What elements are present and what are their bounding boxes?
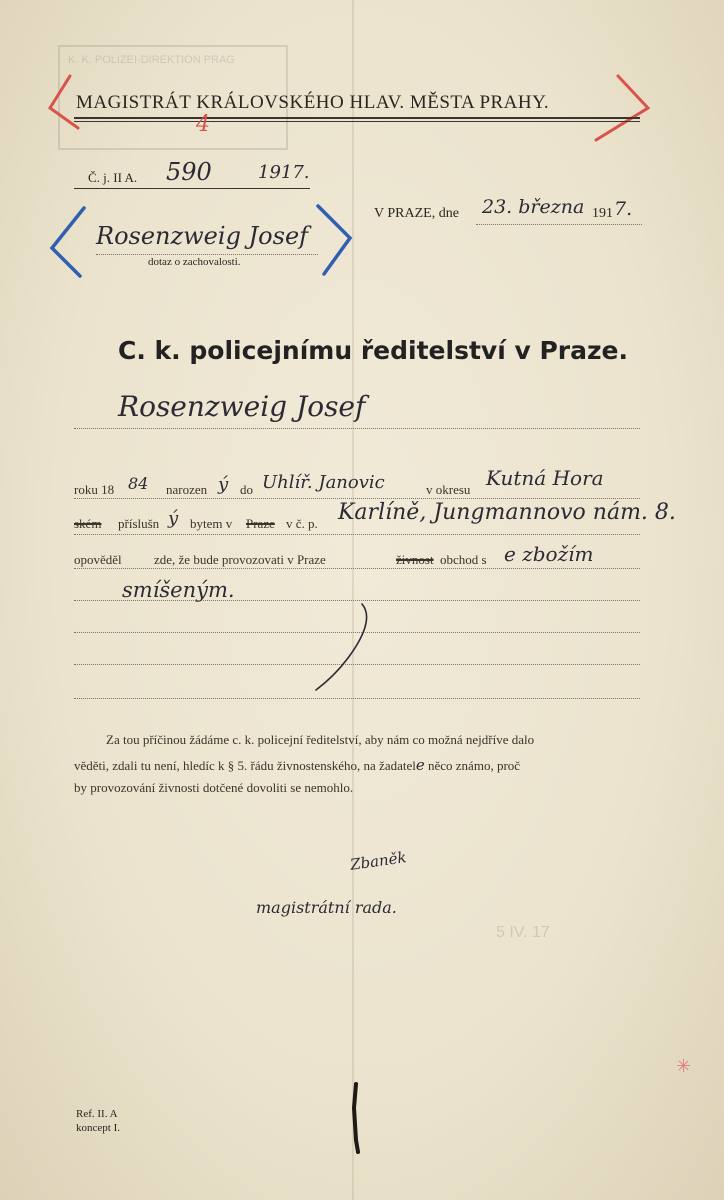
office-title: MAGISTRÁT KRÁLOVSKÉHO HLAV. MĚSTA PRAHY.: [76, 92, 550, 113]
row2-dotline: [74, 534, 640, 535]
date-year-hand: 7.: [614, 198, 633, 220]
ref-underline: [74, 188, 310, 189]
row3-zivnost: živnost: [396, 552, 434, 567]
row1-narozen-suffix: ý: [218, 474, 229, 495]
signature-office: magistrátní rada.: [256, 898, 397, 917]
signature-initials: Zbaněk: [349, 848, 408, 874]
row1-dotline: [74, 498, 640, 499]
date-year-printed: 191: [592, 206, 613, 221]
title-rule: [74, 117, 640, 119]
paragraph-line2a: věděti, zdali tu není, hledíc k § 5. řádu živnostenského, na žadatel: [74, 758, 416, 773]
faint-date-stamp: 5 IV. 17: [496, 924, 550, 941]
row2-bytem: bytem v: [190, 516, 233, 531]
pen-flourish: [300, 598, 390, 698]
date-value: 23. března: [482, 196, 585, 218]
ref-year: 1917.: [258, 162, 310, 183]
paragraph-line2b: e: [415, 756, 425, 774]
row3-goods: e zbožím: [504, 542, 594, 566]
subject-name: Rosenzweig Josef: [96, 222, 309, 250]
ink-blot: [344, 1078, 368, 1158]
person-name: Rosenzweig Josef: [118, 390, 366, 423]
row7-dotline: [74, 698, 640, 699]
date-dotline: [476, 224, 642, 225]
row2-praze: Praze: [246, 516, 275, 531]
paragraph-line1: Za tou příčinou žádáme c. k. policejní ředitelství, aby nám co možná nejdříve dalo: [106, 732, 535, 747]
paragraph-line3: by provozování živnosti dotčené dovoliti se nemohlo.: [74, 780, 354, 795]
ref-number: 590: [166, 158, 212, 186]
paragraph-line2: [74, 756, 520, 774]
subject-caption: dotaz o zachovalosti.: [148, 256, 241, 268]
row1-narozen: narozen: [166, 482, 208, 497]
red-pencil-mark: 4: [196, 112, 210, 137]
title-rule-thin: [74, 121, 640, 122]
row4-goods: smíšeným.: [122, 578, 235, 602]
row1-roku: roku 18: [74, 482, 115, 497]
row2-residence: Karlíně, Jungmannovo nám. 8.: [338, 500, 676, 525]
row3-obchod: obchod s: [440, 552, 487, 567]
row2-prislusn-suffix: ý: [168, 508, 179, 529]
ref-prefix: Č. j. II A.: [88, 170, 138, 185]
footer-ref: Ref. II. A: [76, 1108, 118, 1120]
paragraph-line2c: něco známo, proč: [424, 758, 521, 773]
row1-district: Kutná Hora: [486, 466, 604, 490]
recipient-heading: C. k. policejnímu ředitelství v Praze.: [118, 336, 628, 365]
date-label: V PRAZE, dne: [374, 206, 459, 221]
row2-skem: ském: [74, 516, 102, 531]
row3-opovedel: opověděl: [74, 552, 122, 567]
row3-dotline: [74, 568, 640, 569]
row2-prislusn: příslušn: [118, 516, 160, 531]
footer-koncept: koncept I.: [76, 1122, 120, 1134]
row1-year: 84: [128, 474, 149, 493]
faint-stamp-text: K. K. POLIZEI-DIREKTION PRAG: [68, 54, 235, 66]
row2-vc: v č. p.: [286, 516, 318, 531]
row1-okres: v okresu: [426, 482, 471, 497]
row1-birthplace: Uhlíř. Janovic: [262, 472, 385, 493]
name-dotline: [74, 428, 640, 429]
red-asterisk-icon: ✳: [676, 1056, 692, 1076]
row1-do: do: [240, 482, 253, 497]
row3-text: zde, že bude provozovati v Praze: [154, 552, 326, 567]
subject-dotline: [96, 254, 318, 255]
